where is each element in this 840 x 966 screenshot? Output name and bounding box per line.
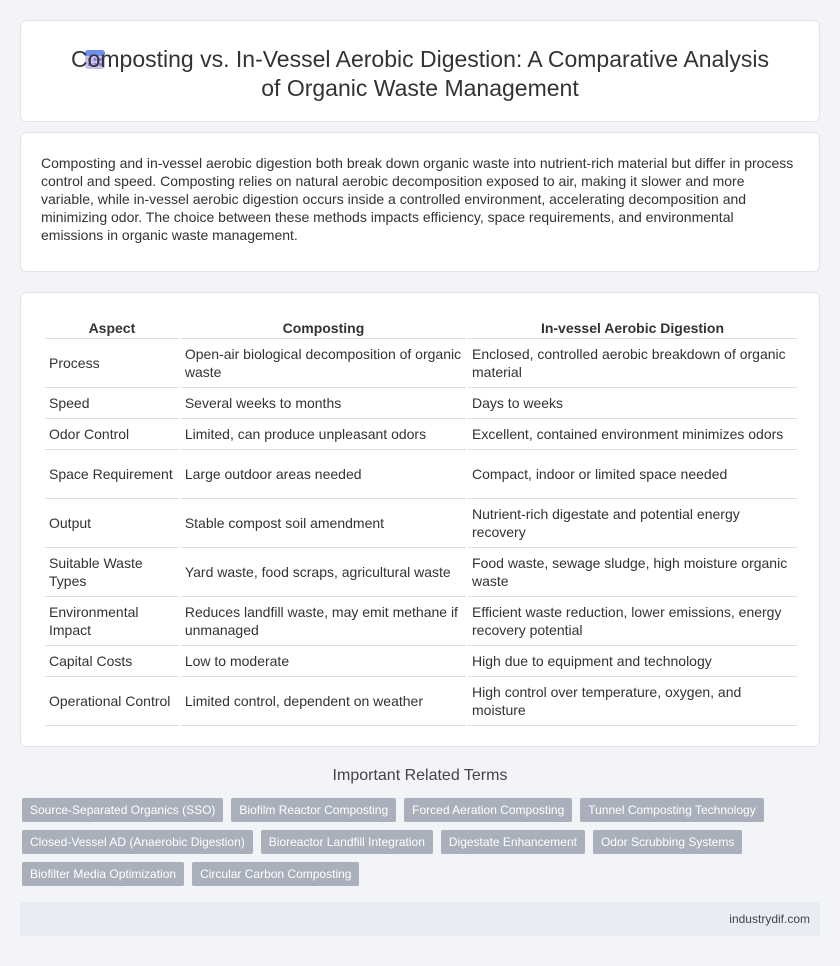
in-vessel-cell: Nutrient-rich digestate and potential energy recovery: [468, 499, 797, 548]
aspect-cell: Space Requirement: [45, 450, 179, 499]
aspect-cell: Speed: [45, 388, 179, 419]
aspect-cell: Environmental Impact: [45, 597, 179, 646]
header-card: [20, 20, 820, 122]
in-vessel-cell: Enclosed, controlled aerobic breakdown of organic material: [468, 339, 797, 388]
composting-cell: Large outdoor areas needed: [181, 450, 466, 499]
related-tag[interactable]: Source-Separated Organics (SSO): [22, 798, 223, 822]
composting-cell: Several weeks to months: [181, 388, 466, 419]
composting-cell: Limited, can produce unpleasant odors: [181, 419, 466, 450]
in-vessel-cell: Compact, indoor or limited space needed: [468, 450, 797, 499]
header-aspect: Aspect: [45, 315, 179, 339]
comparison-table-card: [20, 292, 820, 747]
aspect-cell: Output: [45, 499, 179, 548]
related-tag[interactable]: Forced Aeration Composting: [404, 798, 572, 822]
table-row: [45, 548, 797, 597]
comparison-table: [43, 315, 799, 726]
table-row: [45, 597, 797, 646]
table-row: [45, 646, 797, 677]
page-title: Composting vs. In-Vessel Aerobic Digestion: A Comparative Analysis of Organic Waste Management: [70, 46, 769, 101]
table-row: [45, 419, 797, 450]
related-tag[interactable]: Circular Carbon Composting: [192, 862, 359, 886]
table-row: [45, 339, 797, 388]
intro-card: [20, 132, 820, 272]
composting-cell: Open-air biological decomposition of organic waste: [181, 339, 466, 388]
aspect-cell: Odor Control: [45, 419, 179, 450]
composting-cell: Yard waste, food scraps, agricultural waste: [181, 548, 466, 597]
related-terms-title: Important Related Terms: [332, 767, 508, 784]
composting-cell: Reduces landfill waste, may emit methane if unmanaged: [181, 597, 466, 646]
footer-site[interactable]: industrydif.com: [729, 912, 810, 926]
in-vessel-cell: Efficient waste reduction, lower emissions, energy recovery potential: [468, 597, 797, 646]
related-tag[interactable]: Tunnel Composting Technology: [580, 798, 763, 822]
related-tag[interactable]: Digestate Enhancement: [441, 830, 585, 854]
table-header-row: [45, 315, 797, 339]
in-vessel-cell: Excellent, contained environment minimizes odors: [468, 419, 797, 450]
header-in-vessel: In-vessel Aerobic Digestion: [468, 315, 797, 339]
in-vessel-cell: Days to weeks: [468, 388, 797, 419]
in-vessel-cell: High control over temperature, oxygen, and moisture: [468, 677, 797, 726]
composting-cell: Low to moderate: [181, 646, 466, 677]
in-vessel-cell: High due to equipment and technology: [468, 646, 797, 677]
footer: [20, 902, 820, 936]
table-row: [45, 388, 797, 419]
aspect-cell: Suitable Waste Types: [45, 548, 179, 597]
in-vessel-cell: Food waste, sewage sludge, high moisture organic waste: [468, 548, 797, 597]
table-row: [45, 677, 797, 726]
composting-cell: Limited control, dependent on weather: [181, 677, 466, 726]
related-tag[interactable]: Biofilter Media Optimization: [22, 862, 184, 886]
aspect-cell: Process: [45, 339, 179, 388]
aspect-cell: Capital Costs: [45, 646, 179, 677]
composting-cell: Stable compost soil amendment: [181, 499, 466, 548]
related-tag[interactable]: Closed-Vessel AD (Anaerobic Digestion): [22, 830, 253, 854]
related-tag[interactable]: Bioreactor Landfill Integration: [261, 830, 433, 854]
related-terms-tags: [22, 798, 782, 886]
header-composting: Composting: [181, 315, 466, 339]
aspect-cell: Operational Control: [45, 677, 179, 726]
related-tag[interactable]: Biofilm Reactor Composting: [231, 798, 396, 822]
intro-text: Composting and in-vessel aerobic digestion both break down organic waste into nutrient-rich material but differ in process control and speed. Composting relies on natural aerobic decomposition exposed to air, making it slower and more variable, while in-vessel aerobic digestion occurs inside a controlled environment, accelerating decomposition and minimizing odor. The choice between these methods impacts efficiency, space requirements, and environmental emissions in organic waste management.: [41, 155, 794, 243]
table-row: [45, 499, 797, 548]
related-tag[interactable]: Odor Scrubbing Systems: [593, 830, 742, 854]
table-row: [45, 450, 797, 499]
